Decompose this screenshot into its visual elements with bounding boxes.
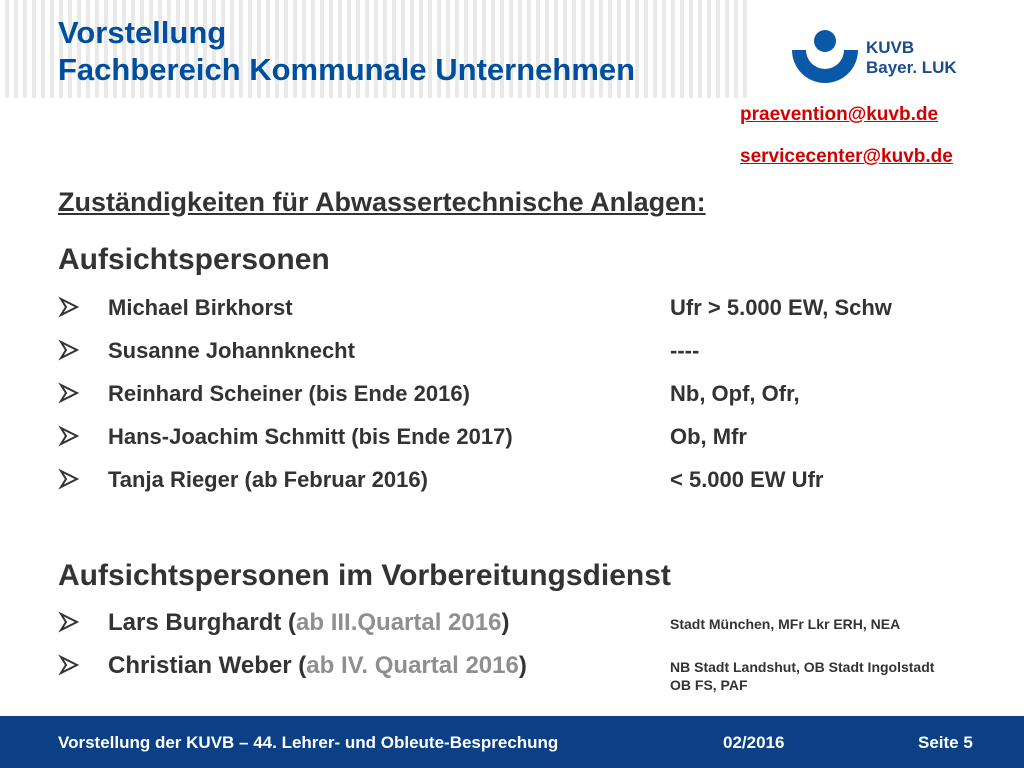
contact-emails xyxy=(740,104,953,188)
title-line-2: Fachbereich Kommunale Unternehmen xyxy=(58,52,636,87)
person-area: Stadt München, MFr Lkr ERH, NEA xyxy=(670,616,901,632)
list-item xyxy=(58,423,998,453)
person-area xyxy=(670,658,934,694)
title-line-1: Vorstellung xyxy=(58,15,227,50)
person-name-text: Christian Weber ( xyxy=(108,652,307,679)
section-title-vorbereitungsdienst: Aufsichtspersonen im Vorbereitungsdienst xyxy=(58,559,671,592)
kuvb-logo xyxy=(790,28,990,88)
person-start-date: ab III.Quartal 2016 xyxy=(296,609,502,636)
email-link-servicecenter[interactable]: servicecenter@kuvb.de xyxy=(740,146,953,167)
arrow-bullet-icon xyxy=(58,296,80,318)
arrow-bullet-icon xyxy=(58,339,80,361)
person-name: Hans-Joachim Schmitt (bis Ende 2017) xyxy=(108,424,513,449)
kuvb-logo-icon xyxy=(790,28,860,88)
email-link-praevention[interactable]: praevention@kuvb.de xyxy=(740,104,939,125)
footer-bar xyxy=(0,716,1024,768)
person-name xyxy=(108,652,527,680)
footer-date: 02/2016 xyxy=(723,733,785,752)
footer-event-title: Vorstellung der KUVB – 44. Lehrer- und Obleute-Besprechung xyxy=(58,733,559,752)
arrow-bullet-icon xyxy=(58,654,80,676)
page-title xyxy=(58,14,635,88)
section-title-aufsichtspersonen: Aufsichtspersonen xyxy=(58,243,330,276)
logo-text xyxy=(866,38,957,78)
person-name-suffix: ) xyxy=(501,609,510,636)
arrow-bullet-icon xyxy=(58,425,80,447)
person-area: Ob, Mfr xyxy=(670,424,747,449)
person-area: Nb, Opf, Ofr, xyxy=(670,381,800,406)
logo-line-2: Bayer. LUK xyxy=(866,58,957,77)
list-item xyxy=(58,609,998,639)
person-name: Michael Birkhorst xyxy=(108,295,293,320)
footer-page-number: Seite 5 xyxy=(918,733,973,752)
person-name-suffix: ) xyxy=(518,652,527,679)
person-area-line-2: OB FS, PAF xyxy=(670,677,748,693)
logo-line-1: KUVB xyxy=(866,38,915,57)
list-item xyxy=(58,337,998,367)
arrow-bullet-icon xyxy=(58,468,80,490)
person-area: Ufr > 5.000 EW, Schw xyxy=(670,295,892,320)
person-start-date: ab IV. Quartal 2016 xyxy=(306,652,519,679)
arrow-bullet-icon xyxy=(58,382,80,404)
person-area: ---- xyxy=(670,338,700,363)
arrow-bullet-icon xyxy=(58,611,80,633)
subtitle: Zuständigkeiten für Abwassertechnische Anlagen: xyxy=(58,187,706,217)
list-item xyxy=(58,380,998,410)
person-name-text: Lars Burghardt ( xyxy=(108,609,297,636)
person-name xyxy=(108,609,509,637)
person-area: < 5.000 EW Ufr xyxy=(670,467,824,492)
list-item xyxy=(58,466,998,496)
person-name: Reinhard Scheiner (bis Ende 2016) xyxy=(108,381,470,406)
list-item xyxy=(58,652,998,693)
person-area-line-1: NB Stadt Landshut, OB Stadt Ingolstadt xyxy=(670,659,935,675)
person-name: Susanne Johannknecht xyxy=(108,338,355,363)
person-name: Tanja Rieger (ab Februar 2016) xyxy=(108,467,428,492)
list-item xyxy=(58,294,998,324)
